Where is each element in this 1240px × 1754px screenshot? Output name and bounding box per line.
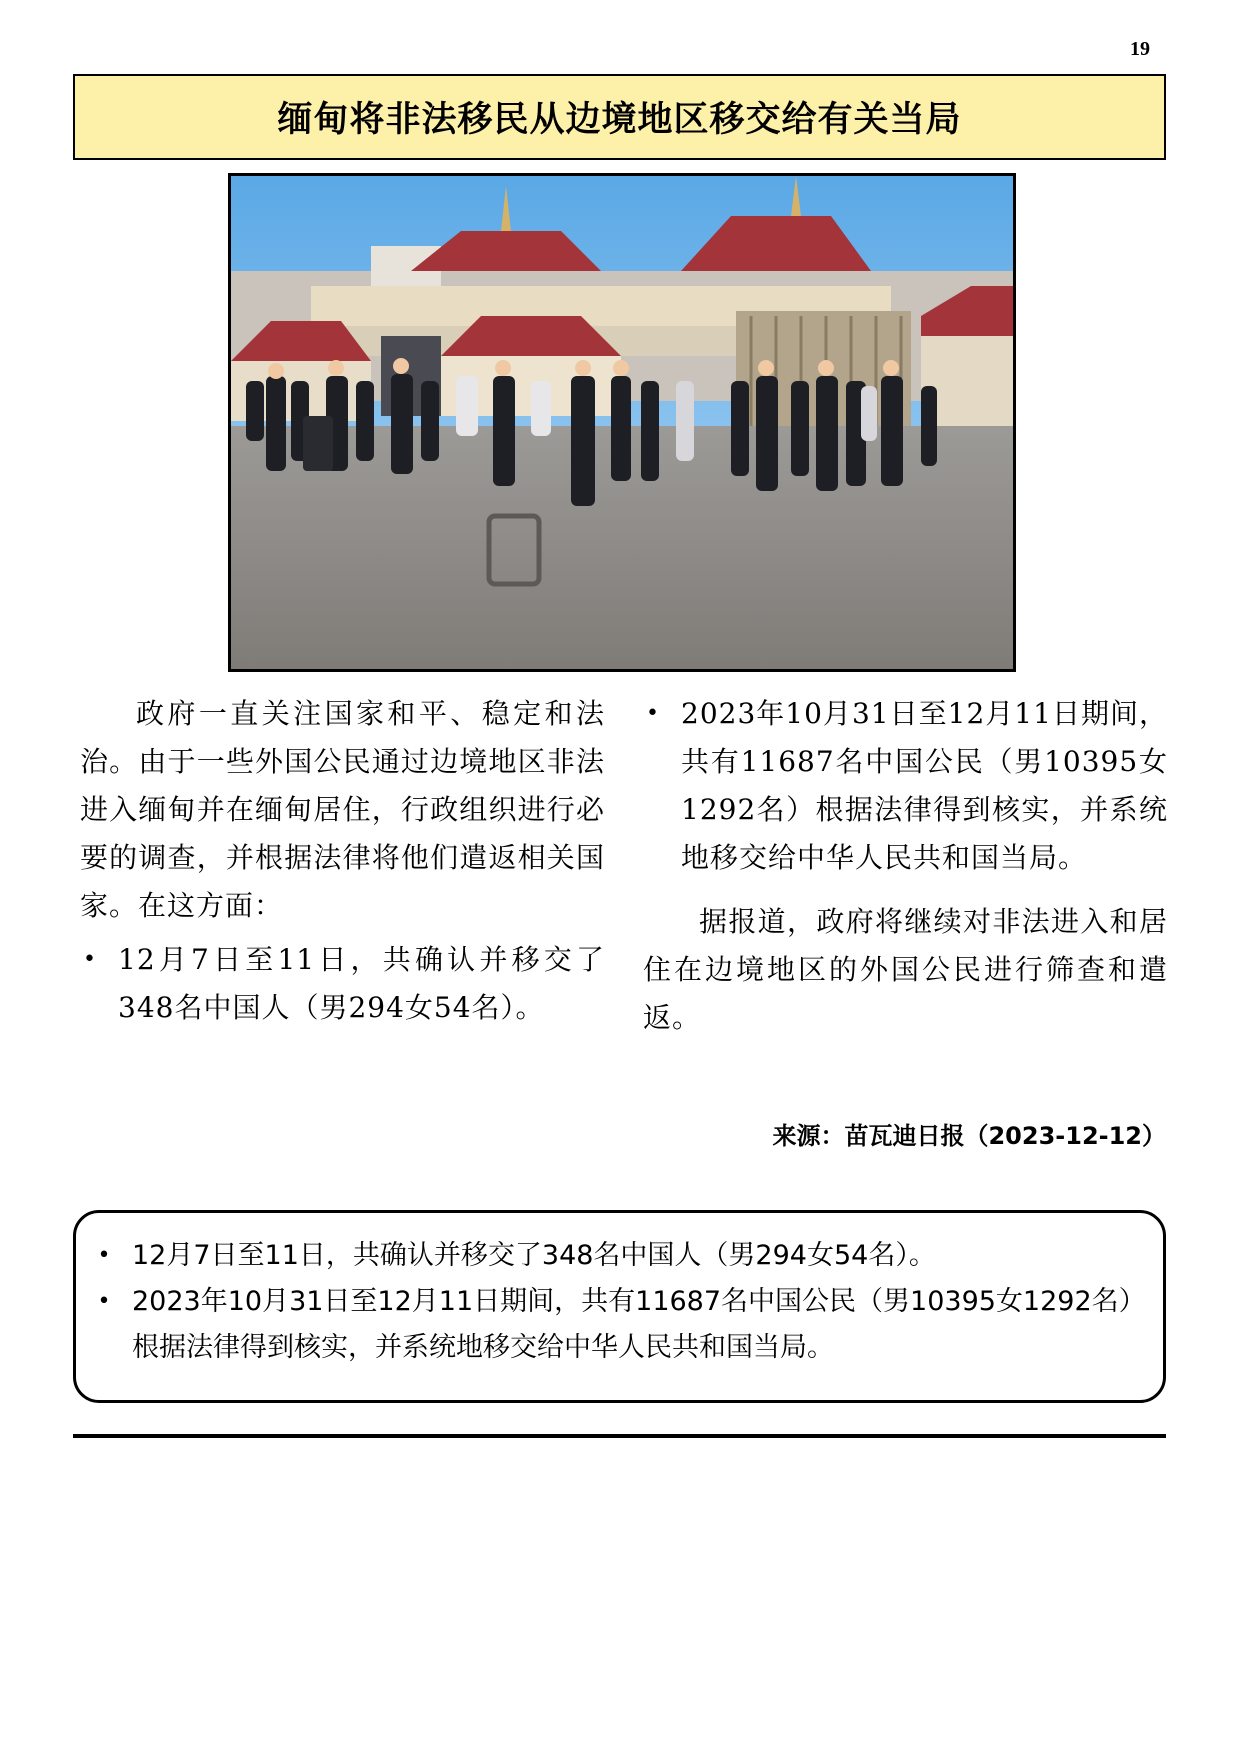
bullet-icon: • xyxy=(97,1289,111,1314)
article-bullet-1-text: 12月7日至11日，共确认并移交了348名中国人（男294女54名）。 xyxy=(118,943,605,1024)
article-title: 缅甸将非法移民从边境地区移交给有关当局 xyxy=(277,100,962,140)
article-bullet-1 xyxy=(80,936,605,1032)
page-number: 19 xyxy=(1130,38,1150,60)
article-bullet-2 xyxy=(643,690,1168,882)
bottom-divider xyxy=(73,1434,1166,1438)
summary-bullet-2-text: 2023年10月31日至12月11日期间，共有11687名中国公民（男10395女1292名）根据法律得到核实，并系统地移交给中华人民共和国当局。 xyxy=(132,1286,1133,1363)
article-photo xyxy=(228,173,1016,672)
summary-box xyxy=(73,1210,1166,1403)
article-title-banner xyxy=(73,74,1166,160)
article-column-left xyxy=(80,690,605,1032)
summary-bullet-1 xyxy=(94,1233,1141,1279)
article-column-right xyxy=(643,690,1168,1042)
article-bullet-2-text: 2023年10月31日至12月11日期间，共有11687名中国公民（男10395女1292名）根据法律得到核实，并系统地移交给中华人民共和国当局。 xyxy=(681,697,1168,874)
bullet-icon: • xyxy=(646,701,660,726)
bullet-icon: • xyxy=(83,947,97,972)
bullet-icon: • xyxy=(97,1243,111,1268)
summary-bullet-2 xyxy=(94,1279,1141,1371)
article-source: 来源：苗瓦迪日报（2023-12-12） xyxy=(772,1122,1166,1150)
article-closing: 据报道，政府将继续对非法进入和居住在边境地区的外国公民进行筛查和遣返。 xyxy=(643,905,1168,1034)
article-intro: 政府一直关注国家和平、稳定和法治。由于一些外国公民通过边境地区非法进入缅甸并在缅甸居住，行政组织进行必要的调查，并根据法律将他们遣返相关国家。在这方面： xyxy=(80,697,605,922)
summary-bullet-1-text: 12月7日至11日，共确认并移交了348名中国人（男294女54名）。 xyxy=(132,1240,936,1271)
border-checkpoint-photo-icon xyxy=(231,176,1013,669)
